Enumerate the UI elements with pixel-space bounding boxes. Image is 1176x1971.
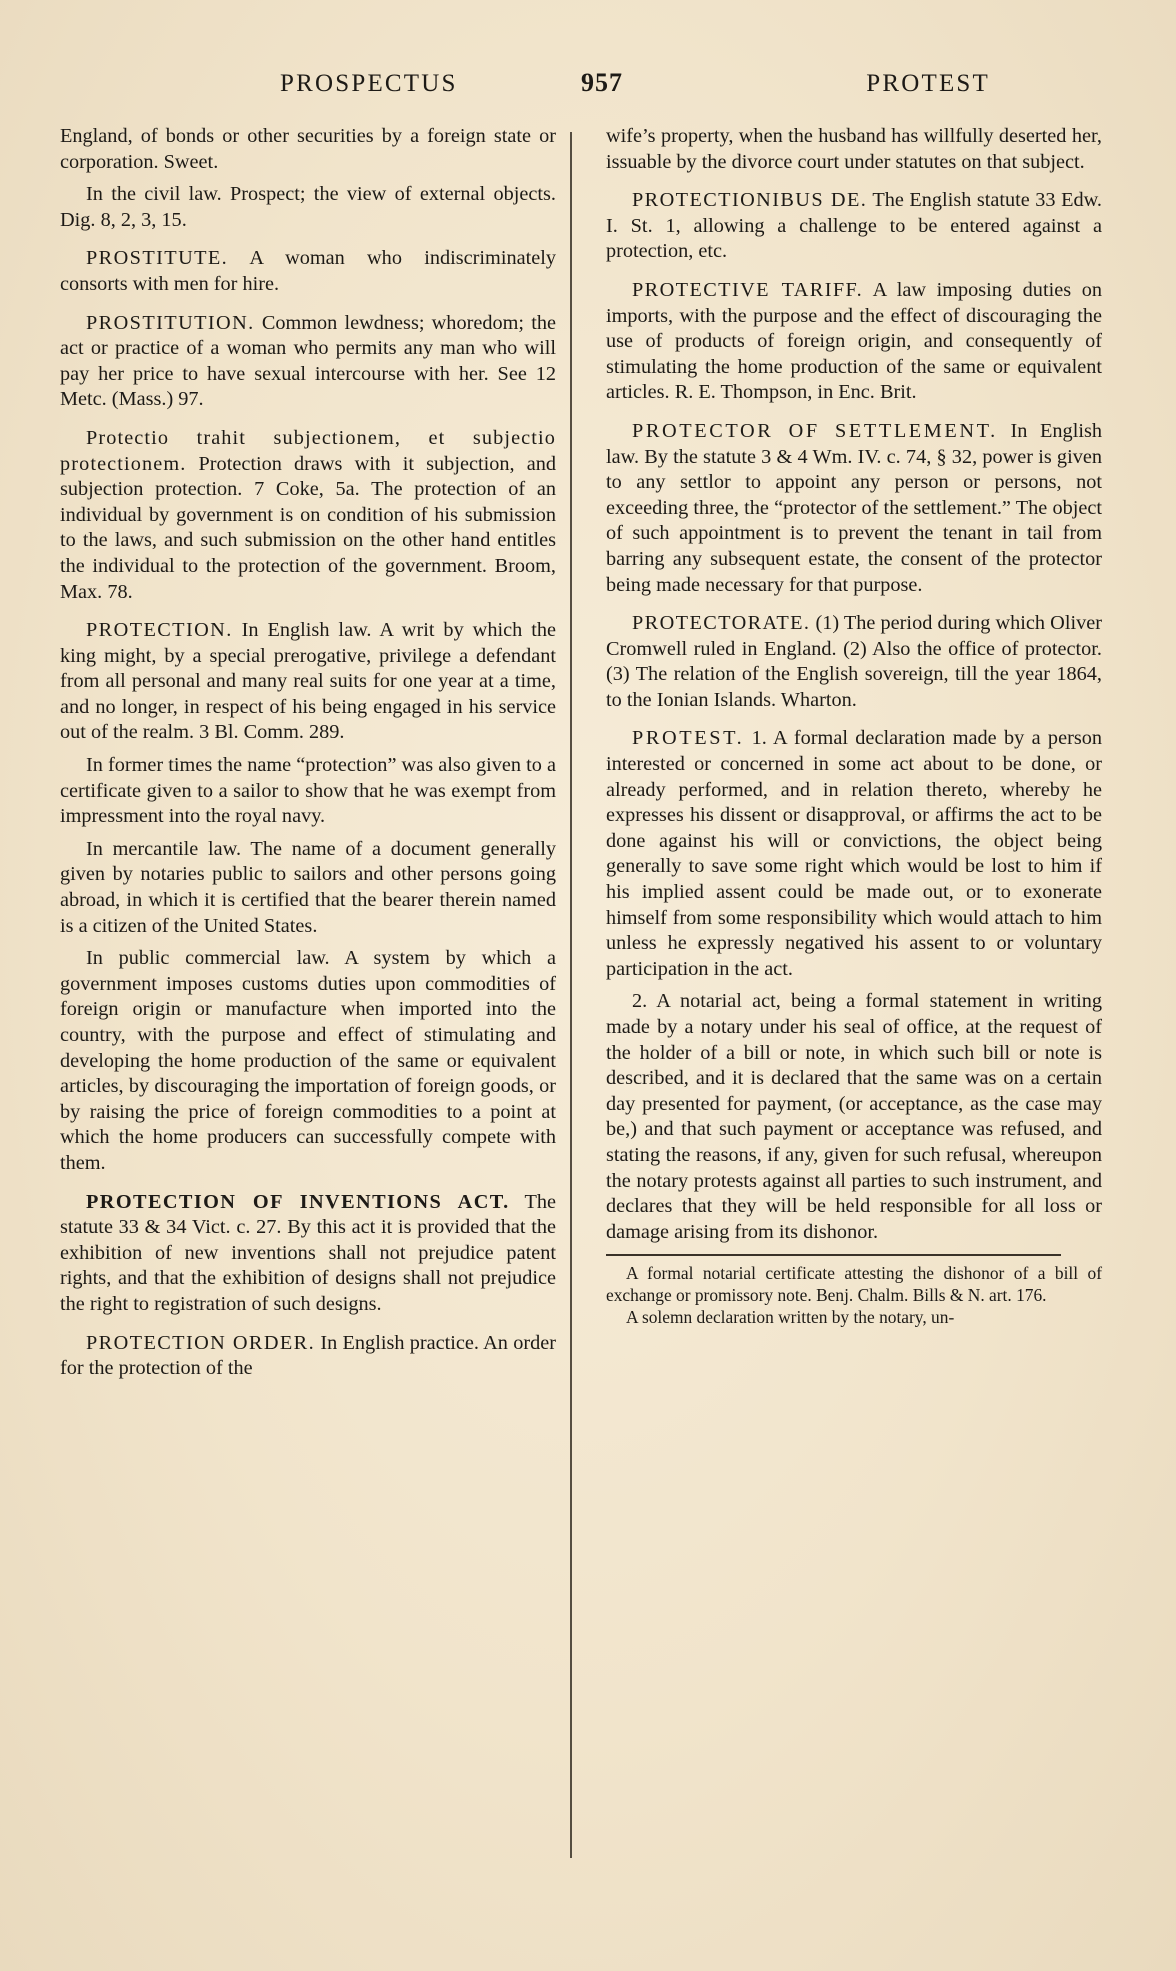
entry-prostitution [60, 311, 556, 413]
entry-protest-sense-2: 2. A notarial act, being a formal statement in writing made by a notary under his seal of office, at the request of the holder of a bill or note, in which such bill or note is described, and it is declared that the same was on a certain day presented for payment, (or acceptance, as the case may be,) and that such payment or acceptance was refused, and stating the reasons, if any, given for such refusal, whereupon the notary protests against all parties to such instrument, and declares that they will be held responsible for all loss or damage arising from its dishonor. [606, 990, 1102, 1243]
headword-protectionibus-de: PROTECTIONIBUS DE. [632, 189, 868, 212]
headword-prostitution: PROSTITUTION. [86, 311, 255, 334]
page-number: 957 [581, 68, 623, 97]
fine-print-divider [606, 1254, 1061, 1256]
headword-protection-order: PROTECTION ORDER. [86, 1331, 316, 1354]
page-content [60, 70, 1116, 1910]
headword-protector-of-settlement: PROTECTOR OF SETTLEMENT. [632, 419, 998, 442]
headword-prostitute: PROSTITUTE. [86, 247, 229, 270]
left-column [60, 124, 570, 1884]
running-head-right: PROTEST [866, 70, 990, 97]
headword-protectio-trahit: Protectio trahit subjectionem, et subjectio protectionem. [60, 426, 556, 475]
entry-protectio-trahit-text: Protection draws with it subjection, and subjection protection. 7 Coke, 5a. The protection of an individual by government is on condition of his submission to the laws, and such submission on the other hand entitles the individual to the protection of the government. Broom, Max. 78. [60, 452, 556, 603]
entry-prospectus-civil-law: In the civil law. Prospect; the view of external objects. Dig. 8, 2, 3, 15. [60, 183, 556, 231]
fine-note-1: A formal notarial certificate attesting the dishonor of a bill of exchange or promissory note. Benj. Chalm. Bills & N. art. 176. [606, 1263, 1102, 1305]
entry-prospectus-continued: England, of bonds or other securities by a foreign state or corporation. Sweet. [60, 125, 556, 173]
entry-protection-mercantile: In mercantile law. The name of a document generally given by notaries public to sailors and other persons going abroad, in which it is certified that the bearer therein named is a citizen of the United States. [60, 837, 556, 937]
entry-protection-order [60, 1331, 556, 1382]
headword-protective-tariff: PROTECTIVE TARIFF. [632, 278, 864, 301]
entry-protectio-trahit [60, 426, 556, 605]
entry-protest [606, 726, 1102, 982]
entry-protectionibus-de [606, 188, 1102, 265]
entry-protectionibus-de-text: The English statute 33 Edw. I. St. 1, allowing a challenge to be entered against a protection, etc. [606, 189, 1103, 263]
entry-protector-of-settlement [606, 419, 1102, 598]
entry-protector-of-settlement-text: In English law. By the statute 3 & 4 Wm. IV. c. 74, § 32, power is given to any settlor to appoint any person or persons, not exceeding three, the “protector of the settlement.” The object of such appointment is to prevent the tenant in tail from barring any subsequent estate, the consent of the protector being made necessary for that purpose. [606, 419, 1102, 596]
entry-protection-of-inventions-act-text: The statute 33 & 34 Vict. c. 27. By this act it is provided that the exhibition of new inventions shall not prejudice patent rights, and that the exhibition of designs shall not prejudice the right to registration of such designs. [60, 1190, 556, 1315]
two-column-body [60, 124, 1116, 1884]
entry-protection-public-commercial: In public commercial law. A system by which a government imposes customs duties upon commodities of foreign origin or manufacture when imported into the country, with the purpose and effect of stimulating and developing the home production of the same or equivalent articles, by discouraging the importation of foreign goods, or by raising the price of foreign commodities to a point at which the home producers can successfully compete with them. [60, 947, 556, 1174]
entry-protection-order-continued: wife’s property, when the husband has willfully deserted her, issuable by the divorce court under statutes on that subject. [606, 125, 1102, 173]
headword-protection: PROTECTION. [86, 619, 233, 642]
entry-protectorate [606, 611, 1102, 713]
entry-prostitute [60, 246, 556, 297]
headword-protection-of-inventions-act: PROTECTION OF INVENTIONS ACT. [86, 1190, 510, 1213]
entry-protection-text: In English law. A writ by which the king might, by a special prerogative, privilege a defendant from all personal and many real suits for one year at a time, and no longer, in respect of his being engaged in his service out of the realm. 3 Bl. Comm. 289. [60, 619, 556, 744]
entry-protection-order-text: In English practice. An order for the protection of the [60, 1331, 556, 1380]
entry-protest-text: 1. A formal declaration made by a person interested or concerned in some act about to be done, or already performed, and in relation thereto, whereby he expresses his dissent or disapproval, or affirms the act to be done against his will or convictions, the object being generally to save some right which would be lost to him if his implied assent could be made out, or to exonerate himself from some responsibility which would attach to him unless he expressly negatived his assent to or voluntary participation in the act. [606, 727, 1102, 980]
entry-protectorate-text: (1) The period during which Oliver Cromwell ruled in England. (2) Also the office of protector. (3) The relation of the English sovereign, till the year 1864, to the Ionian Islands. Wharton. [606, 612, 1102, 711]
right-column [570, 124, 1102, 1884]
headword-protest: PROTEST. [632, 727, 745, 750]
running-head-left: PROSPECTUS [280, 70, 458, 97]
entry-protective-tariff [606, 278, 1102, 406]
headword-protectorate: PROTECTORATE. [632, 612, 811, 635]
entry-protection-of-inventions-act [60, 1190, 556, 1318]
entry-protection-former-times: In former times the name “protection” was also given to a certificate given to a sailor to show that he was exempt from impressment into the royal navy. [60, 754, 556, 828]
fine-note-2: A solemn declaration written by the notary, un- [626, 1307, 955, 1328]
entry-prostitution-text: Common lewdness; whoredom; the act or practice of a woman who permits any man who will pay her price to have sexual intercourse with her. See 12 Metc. (Mass.) 97. [60, 311, 556, 411]
entry-protective-tariff-text: A law imposing duties on imports, with the purpose and the effect of discouraging the use of products of foreign origin, and consequently of stimulating the home production of the same or equivalent articles. R. E. Thompson, in Enc. Brit. [606, 278, 1102, 404]
entry-protection [60, 618, 556, 746]
running-head [118, 70, 1086, 124]
entry-prostitute-text: A woman who indiscriminately consorts with men for hire. [60, 247, 557, 295]
